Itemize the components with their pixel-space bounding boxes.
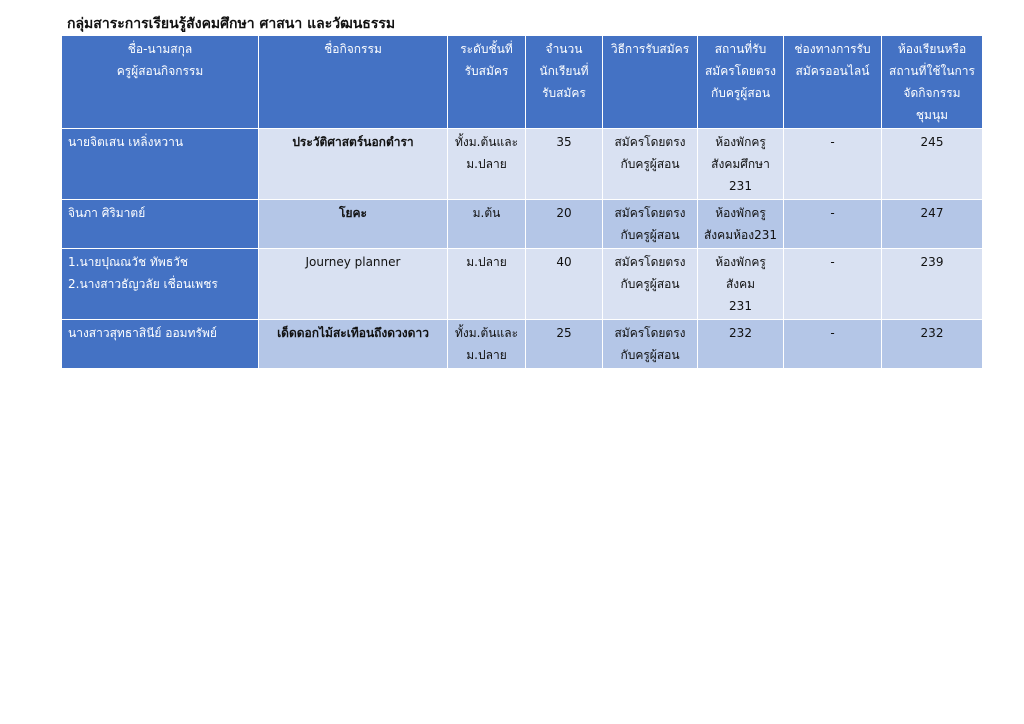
method-cell: สมัครโดยตรง กับครูผู้สอน [603,320,698,369]
room-cell: 247 [882,200,983,249]
place-cell: ห้องพักครู สังคมห้อง231 [698,200,784,249]
header-method: วิธีการรับสมัคร [603,36,698,129]
room-cell: 245 [882,129,983,200]
table-row [62,320,983,369]
count-cell: 35 [526,129,603,200]
header-place: สถานที่รับ สมัครโดยตรง กับครูผู้สอน [698,36,784,129]
room-cell: 232 [882,320,983,369]
table-row [62,200,983,249]
place-cell: ห้องพักครู สังคม 231 [698,249,784,320]
table-header-row [62,36,983,129]
count-cell: 20 [526,200,603,249]
method-cell: สมัครโดยตรง กับครูผู้สอน [603,129,698,200]
header-level: ระดับชั้นที่ รับสมัคร [448,36,526,129]
teacher-cell: จินภา ศิริมาตย์ [62,200,259,249]
activity-cell: โยคะ [259,200,448,249]
teacher-cell: นายจิตเสน เหลิ่งหวาน [62,129,259,200]
header-activity: ชื่อกิจกรรม [259,36,448,129]
level-cell: ม.ต้น [448,200,526,249]
header-count: จำนวน นักเรียนที่ รับสมัคร [526,36,603,129]
page-title: กลุ่มสาระการเรียนรู้สังคมศึกษา ศาสนา และวัฒนธรรม [67,16,396,32]
method-cell: สมัครโดยตรง กับครูผู้สอน [603,249,698,320]
method-cell: สมัครโดยตรง กับครูผู้สอน [603,200,698,249]
online-cell: - [784,200,882,249]
place-cell: ห้องพักครู สังคมศึกษา 231 [698,129,784,200]
header-teacher: ชื่อ-นามสกุล ครูผู้สอนกิจกรรม [62,36,259,129]
activity-table [61,35,983,369]
header-online: ช่องทางการรับ สมัครออนไลน์ [784,36,882,129]
room-cell: 239 [882,249,983,320]
count-cell: 40 [526,249,603,320]
activity-cell: ประวัติศาสตร์นอกตำรา [259,129,448,200]
place-cell: 232 [698,320,784,369]
online-cell: - [784,320,882,369]
level-cell: ทั้งม.ต้นและ ม.ปลาย [448,129,526,200]
online-cell: - [784,249,882,320]
table-row [62,129,983,200]
level-cell: ทั้งม.ต้นและ ม.ปลาย [448,320,526,369]
teacher-cell: นางสาวสุทธาสินีย์ ออมทรัพย์ [62,320,259,369]
level-cell: ม.ปลาย [448,249,526,320]
activity-cell: Journey planner [259,249,448,320]
header-room: ห้องเรียนหรือ สถานที่ใช้ในการ จัดกิจกรรม ชุมนุม [882,36,983,129]
online-cell: - [784,129,882,200]
count-cell: 25 [526,320,603,369]
teacher-cell: 1.นายปุณณวัช ทัพธวัช 2.นางสาวธัญวลัย เชื่อนเพชร [62,249,259,320]
activity-cell: เด็ดดอกไม้สะเทือนถึงดวงดาว [259,320,448,369]
table-row [62,249,983,320]
